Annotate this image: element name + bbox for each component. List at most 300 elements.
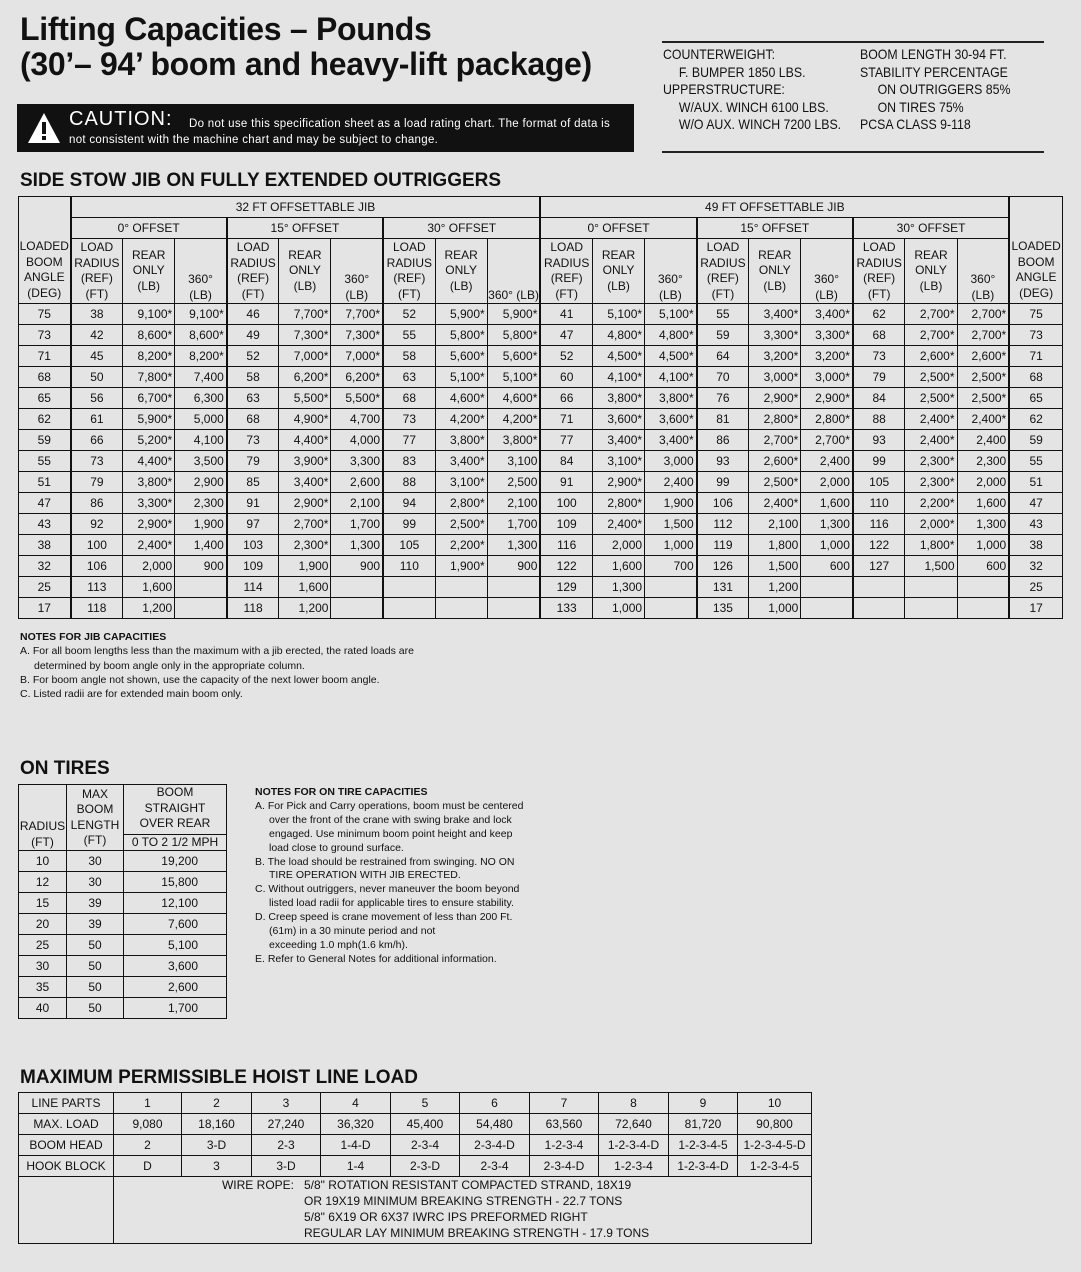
table-cell: 127	[853, 556, 905, 577]
table-cell: 7,700*	[331, 304, 383, 325]
title-line-1: Lifting Capacities – Pounds	[20, 11, 432, 47]
jib-note-c: C. Listed radii are for extended main boom only.	[20, 688, 243, 701]
table-cell: 92	[71, 514, 123, 535]
table-cell: 58	[383, 346, 435, 367]
table-cell: 3,400*	[592, 430, 644, 451]
row-label: HOOK BLOCK	[19, 1156, 114, 1177]
header-straight-over-rear-label: BOOM STRAIGHT OVER REAR	[139, 785, 211, 830]
table-cell: 2,000	[123, 556, 175, 577]
table-cell: 113	[71, 577, 123, 598]
table-cell: 85	[227, 472, 279, 493]
page-title	[20, 12, 592, 82]
table-cell: 116	[853, 514, 905, 535]
table-cell: 42	[71, 325, 123, 346]
table-cell: 4,000	[331, 430, 383, 451]
table-cell	[957, 577, 1009, 598]
title-line-2: (30’– 94’ boom and heavy-lift package)	[20, 46, 592, 82]
table-cell: 2,500*	[957, 367, 1009, 388]
spec-left-column	[663, 46, 865, 134]
table-cell: 73	[227, 430, 279, 451]
table-cell: 4,400*	[279, 430, 331, 451]
tire-note-d-cont-1: (61m) in a 30 minute period and not	[269, 925, 436, 938]
table-cell	[487, 577, 540, 598]
jib-notes-title: NOTES FOR JIB CAPACITIES	[20, 631, 167, 643]
table-row	[19, 914, 227, 935]
table-cell: 3,100	[487, 451, 540, 472]
table-row	[19, 1093, 812, 1114]
table-cell: 2-3-4-D	[530, 1156, 599, 1177]
table-cell	[801, 598, 853, 619]
table-row	[19, 388, 1063, 409]
column-header-row	[19, 239, 1063, 304]
table-cell: 2,300	[957, 451, 1009, 472]
table-cell: 62	[853, 304, 905, 325]
wire-rope-blank-cell	[19, 1177, 114, 1244]
row-label: MAX. LOAD	[19, 1114, 114, 1135]
header-360-g2: 360° (LB)	[487, 239, 540, 304]
header-load-radius-g3: LOAD RADIUS (REF) (FT)	[540, 239, 592, 304]
spec-left-5: W/O AUX. WINCH 7200 LBS.	[678, 116, 842, 132]
jib-note-a: A. For all boom lengths less than the maximum with a jib erected, the rated loads are	[20, 645, 414, 658]
table-cell: 2,300*	[279, 535, 331, 556]
table-cell: 118	[227, 598, 279, 619]
table-cell: 64	[697, 346, 749, 367]
table-cell: 75	[19, 304, 71, 325]
table-cell: 30	[67, 872, 124, 893]
table-cell	[175, 598, 227, 619]
table-cell: 2,100	[331, 493, 383, 514]
table-cell: 1,300	[487, 535, 540, 556]
table-cell: 9,100*	[123, 304, 175, 325]
table-cell: 2,400	[801, 451, 853, 472]
table-cell: 7,400	[175, 367, 227, 388]
table-cell: 6,300	[175, 388, 227, 409]
table-cell: 2,700*	[957, 304, 1009, 325]
table-cell: 2,600*	[905, 346, 957, 367]
table-cell: 15	[19, 893, 67, 914]
table-cell: 3	[252, 1093, 321, 1114]
table-cell: 2,500*	[905, 367, 957, 388]
table-cell: 43	[19, 514, 71, 535]
table-cell: 2,100	[487, 493, 540, 514]
table-cell: 5,900*	[123, 409, 175, 430]
table-cell: 77	[383, 430, 435, 451]
table-cell: 4	[321, 1093, 391, 1114]
table-row	[19, 304, 1063, 325]
table-cell: 5,000	[175, 409, 227, 430]
table-cell: 5,100*	[435, 367, 487, 388]
table-cell: 18,160	[182, 1114, 252, 1135]
table-cell: 6,200*	[279, 367, 331, 388]
tire-note-a-cont-1: over the front of the crane with swing brake and lock	[269, 813, 512, 826]
header-max-boom-length: MAX BOOM LENGTH (FT)	[67, 785, 124, 851]
header-360-g4: 360° (LB)	[801, 239, 853, 304]
table-cell: 1,600	[957, 493, 1009, 514]
table-cell: 1,600	[801, 493, 853, 514]
table-cell: 5	[391, 1093, 460, 1114]
table-cell: 3,800*	[435, 430, 487, 451]
table-cell: 110	[383, 556, 435, 577]
table-cell: 2,400*	[592, 514, 644, 535]
header-load-radius-g1: LOAD RADIUS (REF) (FT)	[227, 239, 279, 304]
table-cell: 45	[71, 346, 123, 367]
table-cell: 1,900*	[435, 556, 487, 577]
table-cell	[331, 577, 383, 598]
table-row	[19, 998, 227, 1019]
table-row	[19, 872, 227, 893]
table-cell: 1-2-3-4	[530, 1135, 599, 1156]
header-360-g5: 360° (LB)	[957, 239, 1009, 304]
table-cell: 2,800*	[435, 493, 487, 514]
table-cell: 4,500*	[592, 346, 644, 367]
table-cell: 65	[19, 388, 71, 409]
table-cell: 1,200	[123, 598, 175, 619]
table-cell: 50	[67, 977, 124, 998]
on-tires-body	[19, 851, 227, 1019]
table-row	[19, 1135, 812, 1156]
table-cell: 122	[540, 556, 592, 577]
table-cell: 1,000	[749, 598, 801, 619]
table-cell: 38	[1009, 535, 1062, 556]
table-cell: 2,400*	[905, 409, 957, 430]
table-cell: 105	[383, 535, 435, 556]
table-cell: 116	[540, 535, 592, 556]
table-cell: 73	[1009, 325, 1062, 346]
table-cell: 135	[697, 598, 749, 619]
table-cell: 1-2-3-4	[599, 1156, 669, 1177]
table-cell: 47	[540, 325, 592, 346]
header-loaded-boom-angle-left: LOADED BOOM ANGLE (DEG)	[19, 197, 71, 304]
table-cell: 46	[227, 304, 279, 325]
table-cell: 4,400*	[123, 451, 175, 472]
table-cell: 5,100	[124, 935, 227, 956]
table-cell: 4,100*	[592, 367, 644, 388]
header-32ft-jib: 32 FT OFFSETTABLE JIB	[71, 197, 541, 218]
table-cell: 106	[697, 493, 749, 514]
table-cell: 20	[19, 914, 67, 935]
table-cell: 2,700*	[957, 325, 1009, 346]
table-cell: 4,500*	[645, 346, 697, 367]
table-cell: 1,300	[801, 514, 853, 535]
table-cell: 4,200*	[435, 409, 487, 430]
table-cell: 109	[540, 514, 592, 535]
table-cell: 2,900*	[592, 472, 644, 493]
tire-note-d-cont-2: exceeding 1.0 mph(1.6 km/h).	[269, 938, 408, 951]
table-cell: 2	[114, 1135, 182, 1156]
warning-icon	[27, 112, 61, 144]
header-speed: 0 TO 2 1/2 MPH	[124, 834, 226, 851]
header-rear-only-g3: REAR ONLY (LB)	[592, 239, 644, 304]
wire-rope-line-2: OR 19X19 MINIMUM BREAKING STRENGTH - 22.7 TONS	[304, 1194, 623, 1208]
table-row	[19, 1156, 812, 1177]
table-cell: 5,200*	[123, 430, 175, 451]
table-cell: 55	[383, 325, 435, 346]
table-cell: 5,100*	[645, 304, 697, 325]
table-cell: 600	[957, 556, 1009, 577]
table-cell: 94	[383, 493, 435, 514]
table-cell: 3,800*	[123, 472, 175, 493]
table-cell: 93	[697, 451, 749, 472]
table-cell: 1-2-3-4-D	[599, 1135, 669, 1156]
table-cell: 59	[697, 325, 749, 346]
table-cell: 79	[227, 451, 279, 472]
table-cell	[383, 598, 435, 619]
table-cell: 1,000	[801, 535, 853, 556]
table-cell: 4,700	[331, 409, 383, 430]
hoist-table-body	[19, 1093, 812, 1177]
table-cell: 2,700*	[905, 325, 957, 346]
table-cell: 51	[19, 472, 71, 493]
table-cell: 1,000	[957, 535, 1009, 556]
table-cell: 3,800*	[645, 388, 697, 409]
table-cell	[801, 577, 853, 598]
table-cell	[383, 577, 435, 598]
table-cell: 6	[460, 1093, 530, 1114]
table-cell: 7,300*	[279, 325, 331, 346]
table-cell: 2-3-4	[460, 1156, 530, 1177]
table-cell: 1,000	[592, 598, 644, 619]
table-cell: 9,100*	[175, 304, 227, 325]
jib-note-a-cont: determined by boom angle only in the appropriate column.	[34, 659, 305, 672]
table-cell: 47	[1009, 493, 1062, 514]
table-cell: 2,200*	[435, 535, 487, 556]
table-cell: 86	[71, 493, 123, 514]
table-cell: 17	[1009, 598, 1062, 619]
table-cell: 40	[19, 998, 67, 1019]
header-rear-only-g1: REAR ONLY (LB)	[279, 239, 331, 304]
table-cell: 81,720	[669, 1114, 738, 1135]
table-cell: 1,000	[645, 535, 697, 556]
table-cell: 2,700*	[905, 304, 957, 325]
table-cell: 3,400*	[435, 451, 487, 472]
table-row	[19, 977, 227, 998]
table-cell: 2,800*	[592, 493, 644, 514]
table-cell: 114	[227, 577, 279, 598]
table-cell: 2,500*	[435, 514, 487, 535]
spec-right-2: STABILITY PERCENTAGE	[860, 63, 1008, 80]
table-cell: 1,400	[175, 535, 227, 556]
tire-note-a-cont-2: engaged. Use minimum boom point height and keep	[269, 827, 513, 840]
table-cell: 58	[227, 367, 279, 388]
table-row	[19, 409, 1063, 430]
table-cell: 122	[853, 535, 905, 556]
table-cell: 2,600	[124, 977, 227, 998]
spec-left-3: UPPERSTRUCTURE:	[663, 81, 785, 97]
table-row	[19, 430, 1063, 451]
header-360-g1: 360° (LB)	[331, 239, 383, 304]
hoist-line-load-table	[18, 1092, 812, 1244]
table-cell: 2-3-4-D	[460, 1135, 530, 1156]
table-cell: 1,800*	[905, 535, 957, 556]
spec-divider-top	[662, 41, 1044, 43]
tire-note-a-cont-3: load close to ground surface.	[269, 841, 404, 854]
table-cell: 10	[19, 851, 67, 872]
table-cell: 1-2-3-4-D	[669, 1156, 738, 1177]
table-cell: 3,400*	[279, 472, 331, 493]
table-cell: 55	[19, 451, 71, 472]
table-cell: 112	[697, 514, 749, 535]
table-cell: 2,000*	[905, 514, 957, 535]
table-cell: 68	[853, 325, 905, 346]
table-cell: 32	[1009, 556, 1062, 577]
table-cell: 2,500*	[905, 388, 957, 409]
tire-note-a: A. For Pick and Carry operations, boom must be centered	[255, 799, 524, 812]
table-cell: 43	[1009, 514, 1062, 535]
tire-notes	[255, 786, 523, 967]
table-cell: 1-2-3-4-5	[669, 1135, 738, 1156]
table-cell: 52	[227, 346, 279, 367]
table-cell: 83	[383, 451, 435, 472]
table-cell: 2,000	[957, 472, 1009, 493]
table-cell: 47	[19, 493, 71, 514]
table-cell: 52	[383, 304, 435, 325]
table-cell: 3,400*	[801, 304, 853, 325]
table-cell: 63	[227, 388, 279, 409]
table-cell: 2,500*	[749, 472, 801, 493]
table-cell: 55	[697, 304, 749, 325]
table-cell: 55	[1009, 451, 1062, 472]
wire-rope-line-3: 5/8" 6X19 OR 6X37 IWRC IPS PREFORMED RIGHT	[304, 1210, 588, 1224]
table-row	[19, 535, 1063, 556]
table-cell: 1-4	[321, 1156, 391, 1177]
table-cell: 77	[540, 430, 592, 451]
table-cell: 25	[19, 935, 67, 956]
on-tires-table	[18, 784, 227, 1019]
header-straight-over-rear	[124, 785, 227, 851]
header-360-g0: 360° (LB)	[175, 239, 227, 304]
table-cell: 12,100	[124, 893, 227, 914]
table-cell: 600	[801, 556, 853, 577]
jib-table-body	[19, 304, 1063, 619]
table-row	[19, 514, 1063, 535]
table-cell: 25	[19, 577, 71, 598]
table-cell: 5,800*	[487, 325, 540, 346]
header-49ft-jib: 49 FT OFFSETTABLE JIB	[540, 197, 1009, 218]
table-cell: 68	[1009, 367, 1062, 388]
table-cell: 106	[71, 556, 123, 577]
table-cell: 1,700	[331, 514, 383, 535]
tires-section-heading: ON TIRES	[20, 758, 110, 779]
table-cell: 6,700*	[123, 388, 175, 409]
table-cell: 3,100*	[592, 451, 644, 472]
table-cell: 62	[1009, 409, 1062, 430]
table-cell: 2,400	[645, 472, 697, 493]
table-cell: 2,900*	[279, 493, 331, 514]
table-row	[19, 577, 1063, 598]
table-cell: 99	[383, 514, 435, 535]
table-cell: 32	[19, 556, 71, 577]
table-cell: 10	[738, 1093, 812, 1114]
table-cell: 1,600	[279, 577, 331, 598]
table-cell: 2,300*	[905, 451, 957, 472]
table-cell: 2,700*	[801, 430, 853, 451]
table-cell: 79	[853, 367, 905, 388]
table-cell: 1-2-3-4-5	[738, 1156, 812, 1177]
table-cell: 73	[19, 325, 71, 346]
table-cell: 3,200*	[749, 346, 801, 367]
spec-left-1: COUNTERWEIGHT:	[663, 46, 776, 62]
tire-note-d: D. Creep speed is crane movement of less than 200 Ft.	[255, 911, 513, 924]
table-cell: 7,600	[124, 914, 227, 935]
table-cell: 73	[383, 409, 435, 430]
table-cell: 4,800*	[592, 325, 644, 346]
header-offset-32-30: 30° OFFSET	[383, 218, 540, 239]
tire-notes-title: NOTES FOR ON TIRE CAPACITIES	[255, 786, 428, 798]
table-cell: 2,900*	[801, 388, 853, 409]
table-cell: 5,800*	[435, 325, 487, 346]
table-cell: 51	[1009, 472, 1062, 493]
table-cell: 86	[697, 430, 749, 451]
table-cell: 2,300*	[905, 472, 957, 493]
table-cell: 2	[182, 1093, 252, 1114]
table-cell: 2,400	[957, 430, 1009, 451]
table-cell: 45,400	[391, 1114, 460, 1135]
table-cell: 129	[540, 577, 592, 598]
table-cell: 19,200	[124, 851, 227, 872]
table-cell: 3,300*	[123, 493, 175, 514]
table-cell: 3,800*	[592, 388, 644, 409]
table-cell: 30	[19, 956, 67, 977]
table-cell: 2,700*	[279, 514, 331, 535]
table-cell: 60	[540, 367, 592, 388]
table-cell: 3,600*	[592, 409, 644, 430]
table-cell: 1-2-3-4-5-D	[738, 1135, 812, 1156]
header-offset-49-15: 15° OFFSET	[697, 218, 853, 239]
table-cell: 2,000	[592, 535, 644, 556]
table-cell: 8,600*	[175, 325, 227, 346]
table-cell: 91	[540, 472, 592, 493]
table-row	[19, 325, 1063, 346]
table-cell: 97	[227, 514, 279, 535]
table-cell: 7	[530, 1093, 599, 1114]
table-cell: 2,200*	[905, 493, 957, 514]
table-cell: 3-D	[252, 1156, 321, 1177]
table-cell: 25	[1009, 577, 1062, 598]
table-cell: 7,000*	[331, 346, 383, 367]
table-row	[19, 346, 1063, 367]
table-cell: 76	[697, 388, 749, 409]
table-cell: 49	[227, 325, 279, 346]
table-cell: 1,300	[592, 577, 644, 598]
hoist-section-heading: MAXIMUM PERMISSIBLE HOIST LINE LOAD	[20, 1067, 418, 1088]
table-cell: 2,900	[175, 472, 227, 493]
table-row	[19, 451, 1063, 472]
table-cell: 72,640	[599, 1114, 669, 1135]
table-cell: 7,700*	[279, 304, 331, 325]
table-cell: 1-4-D	[321, 1135, 391, 1156]
table-row	[19, 367, 1063, 388]
table-cell: 8,600*	[123, 325, 175, 346]
table-cell: 3,500	[175, 451, 227, 472]
table-cell: 15,800	[124, 872, 227, 893]
header-loaded-boom-angle-right: LOADED BOOM ANGLE (DEG)	[1009, 197, 1062, 304]
tire-note-e: E. Refer to General Notes for additional information.	[255, 952, 497, 965]
table-cell: 50	[67, 935, 124, 956]
table-cell: 62	[19, 409, 71, 430]
spec-left-4: W/AUX. WINCH 6100 LBS.	[678, 98, 829, 115]
table-cell: 79	[71, 472, 123, 493]
table-cell: 5,600*	[487, 346, 540, 367]
table-cell: 71	[540, 409, 592, 430]
table-cell: 2,800*	[749, 409, 801, 430]
table-cell: 36,320	[321, 1114, 391, 1135]
table-cell: 2-3-D	[391, 1156, 460, 1177]
jib-notes	[20, 630, 414, 701]
table-cell: 12	[19, 872, 67, 893]
table-cell: 105	[853, 472, 905, 493]
table-cell	[853, 577, 905, 598]
table-cell: 1,900	[175, 514, 227, 535]
